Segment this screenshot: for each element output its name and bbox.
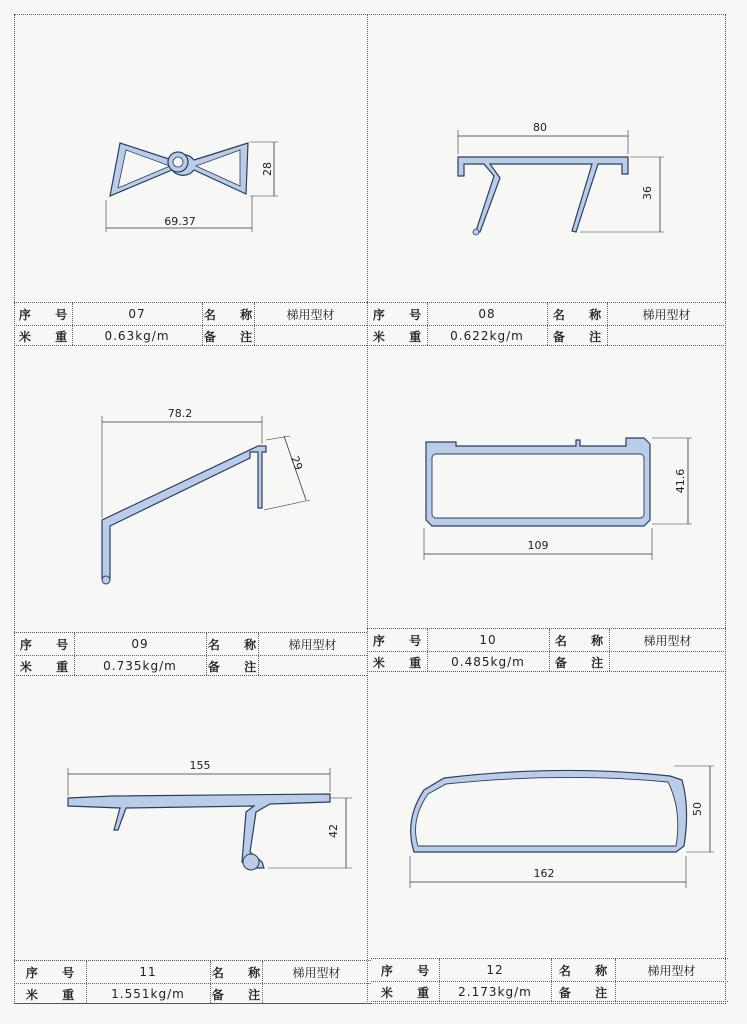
label-weight: 米 重: [372, 655, 432, 670]
dim-07-width: 69.37: [164, 214, 196, 228]
dim-08-height: 36: [640, 186, 654, 200]
weight-value: 0.485kg/m: [451, 655, 525, 669]
weight-value: 0.63kg/m: [104, 329, 170, 343]
serial-value: 11: [139, 965, 157, 979]
label-remark: 备 注: [554, 655, 614, 670]
label-weight: 米 重: [380, 985, 440, 1000]
weight-value: 1.551kg/m: [111, 987, 185, 1001]
label-weight: 米 重: [19, 659, 79, 674]
label-weight: 米 重: [25, 987, 85, 1002]
name-value: 梯用型材: [642, 307, 691, 322]
name-value: 梯用型材: [288, 637, 337, 652]
dim-09-height: 29: [288, 454, 306, 472]
remark-value: [615, 981, 728, 1003]
dim-07-height: 28: [260, 162, 274, 176]
serial-value: 09: [131, 637, 149, 651]
dim-12-width: 162: [533, 866, 555, 880]
label-remark: 备 注: [558, 985, 618, 1000]
label-serial: 序 号: [372, 633, 432, 648]
label-serial: 序 号: [18, 307, 78, 322]
dim-10-width: 109: [527, 538, 549, 552]
info-table-11: [14, 960, 371, 1004]
label-weight: 米 重: [372, 329, 432, 344]
label-remark: 备 注: [552, 329, 612, 344]
label-serial: 序 号: [380, 963, 440, 978]
dim-12-height: 50: [690, 802, 704, 816]
dim-10-height: 41.6: [673, 468, 687, 494]
dim-11-height: 42: [326, 824, 340, 838]
serial-value: 08: [478, 307, 496, 321]
label-remark: 备 注: [211, 987, 271, 1002]
weight-value: 0.622kg/m: [450, 329, 524, 343]
label-name: 名 称: [203, 307, 263, 322]
name-value: 梯用型材: [647, 963, 696, 978]
name-value: 梯用型材: [643, 633, 692, 648]
dim-11-width: 155: [189, 758, 211, 772]
label-name: 名 称: [207, 637, 267, 652]
label-name: 名 称: [211, 965, 271, 980]
weight-value: 0.735kg/m: [103, 659, 177, 673]
dim-09-width: 78.2: [167, 406, 193, 420]
name-value: 梯用型材: [286, 307, 335, 322]
serial-value: 10: [479, 633, 497, 647]
weight-value: 2.173kg/m: [458, 985, 532, 999]
label-name: 名 称: [552, 307, 612, 322]
label-serial: 序 号: [372, 307, 432, 322]
info-table-12: [371, 958, 728, 1002]
label-name: 名 称: [554, 633, 614, 648]
name-value: 梯用型材: [292, 965, 341, 980]
label-serial: 序 号: [25, 965, 85, 980]
label-remark: 备 注: [207, 659, 267, 674]
label-weight: 米 重: [18, 329, 78, 344]
label-name: 名 称: [558, 963, 618, 978]
label-remark: 备 注: [203, 329, 263, 344]
label-serial: 序 号: [19, 637, 79, 652]
dim-08-width: 80: [533, 120, 547, 134]
serial-value: 12: [486, 963, 504, 977]
serial-value: 07: [128, 307, 146, 321]
remark-value: [262, 983, 371, 1005]
